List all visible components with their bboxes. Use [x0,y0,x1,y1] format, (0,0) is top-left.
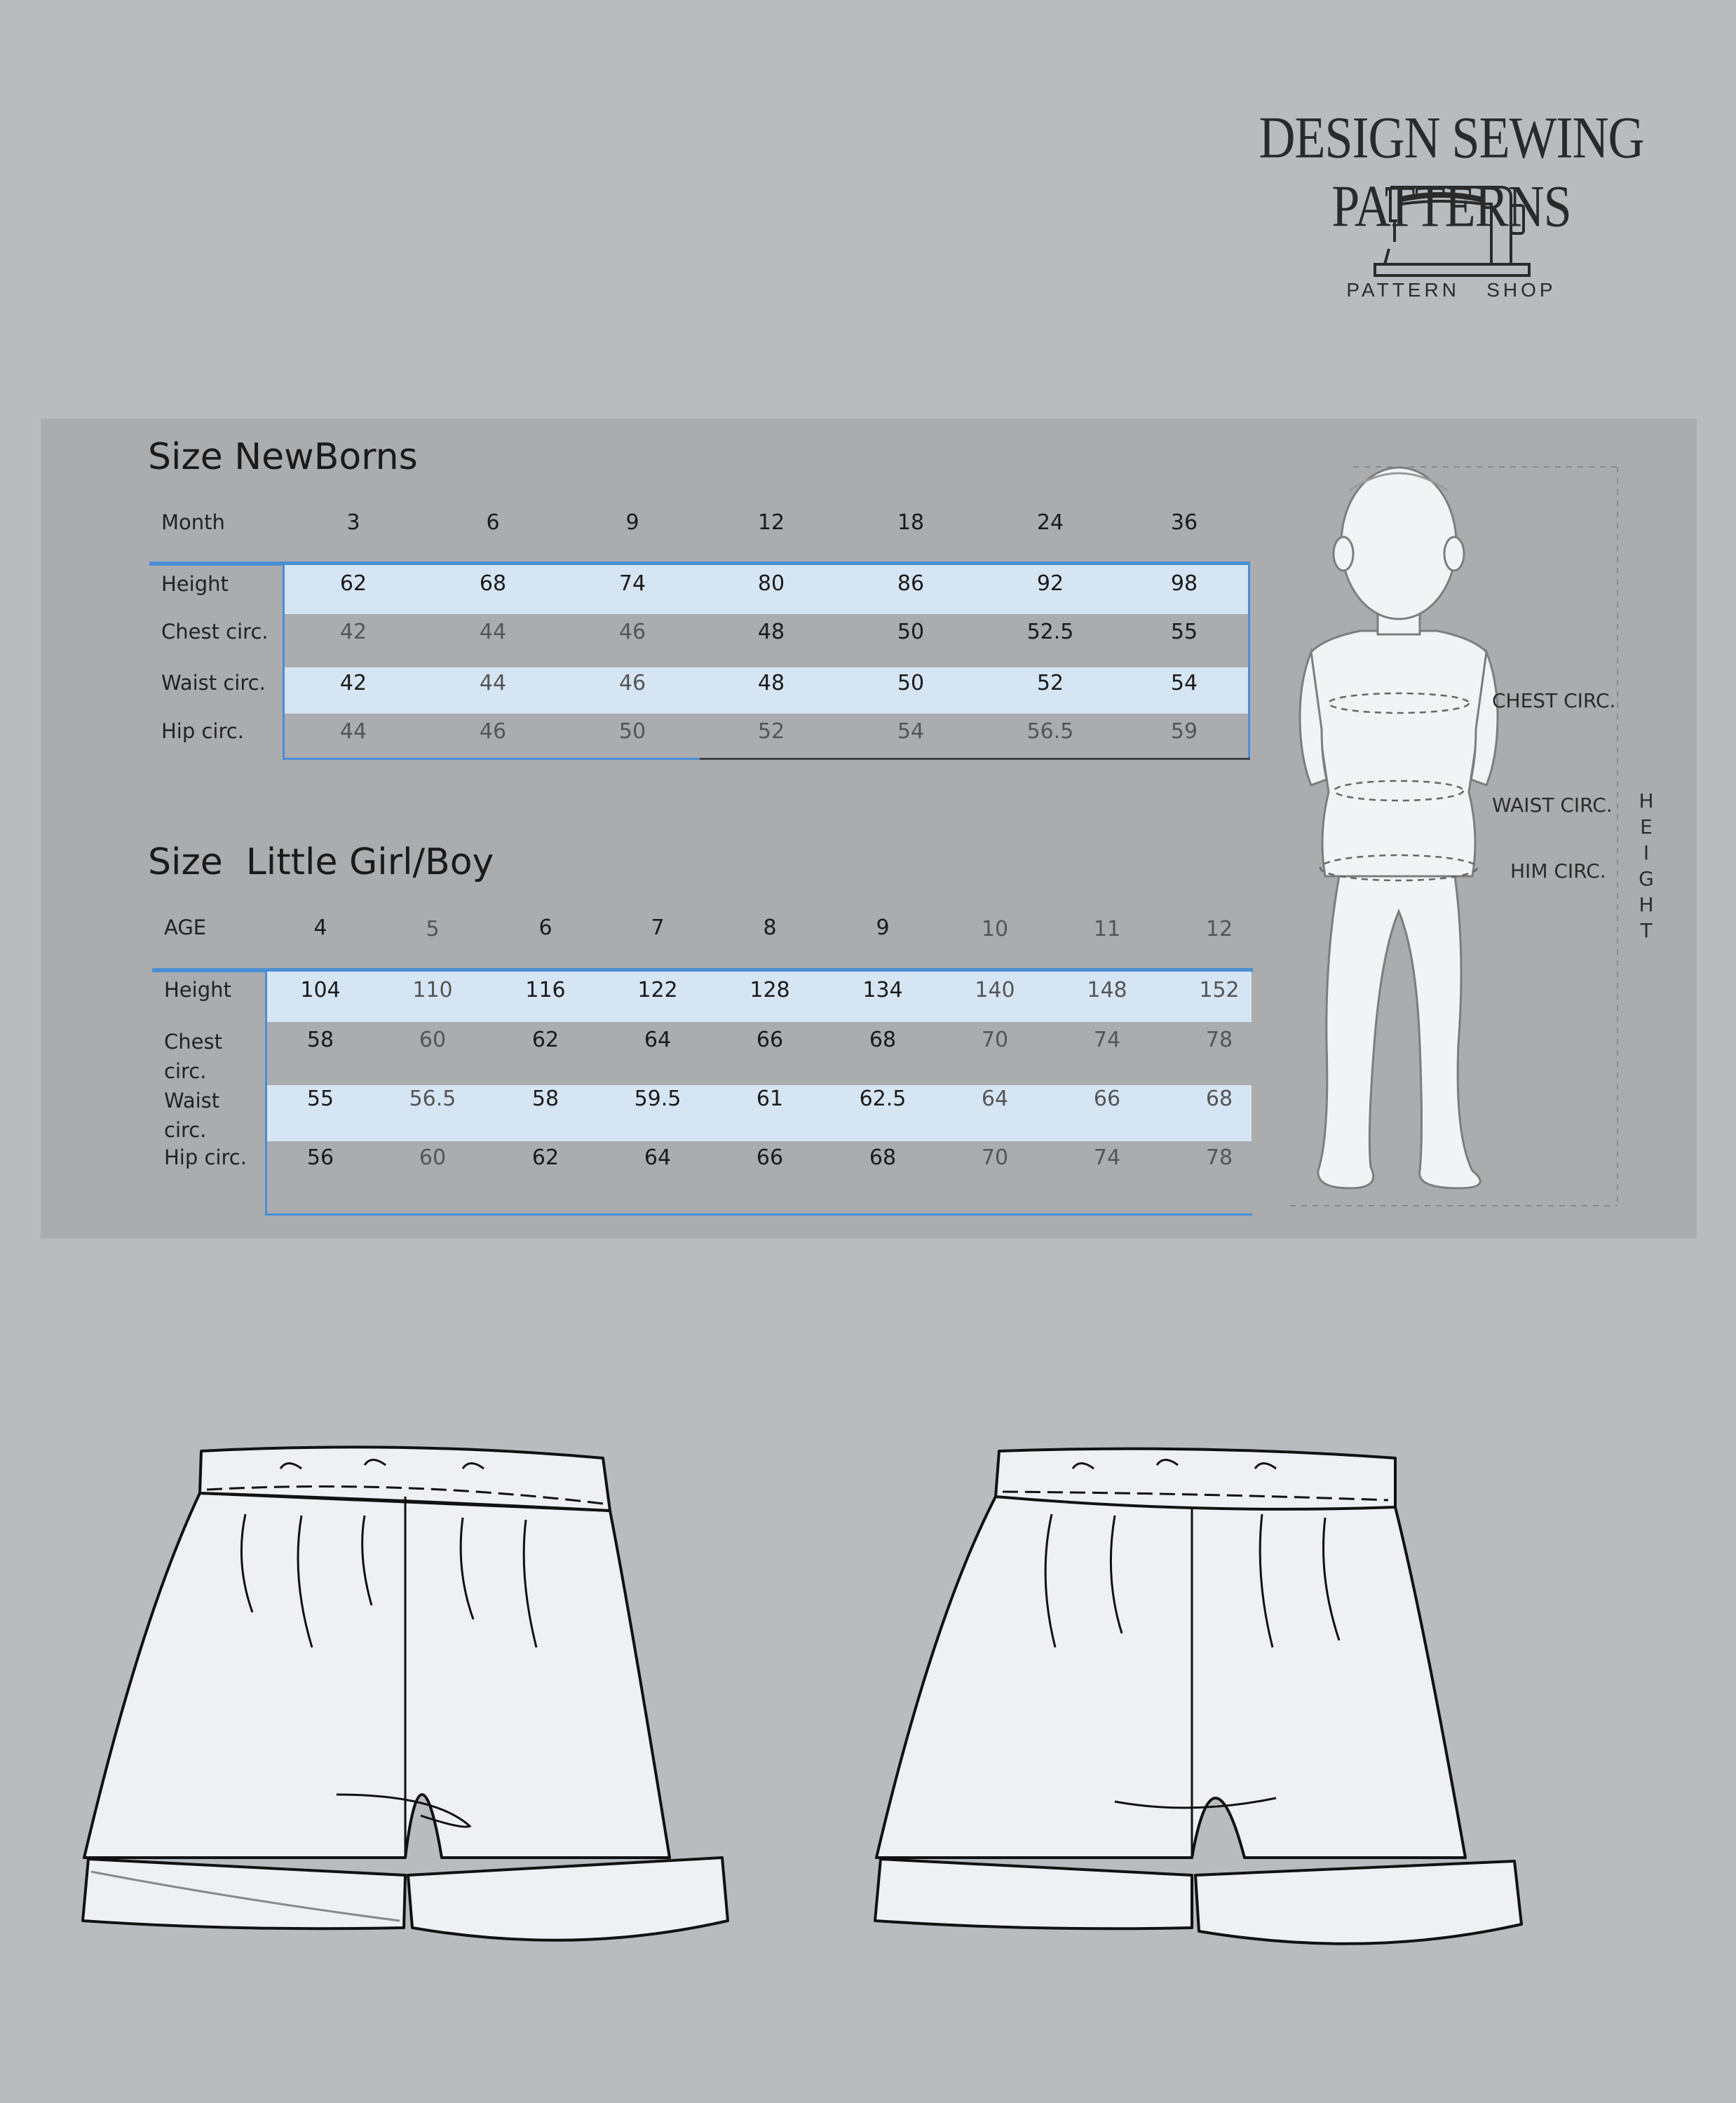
kids-cell: 64 [644,1145,672,1170]
newborns-cell: 52 [757,719,785,744]
brand-subtitle: PATTERN SHOP [1346,279,1557,301]
brand-title: DESIGN SEWING PATTERNS [1259,104,1644,240]
newborns-col: 12 [757,510,785,535]
newborns-col: 3 [346,510,360,535]
kids-cell: 104 [300,978,341,1002]
kids-col: 6 [538,916,552,940]
newborns-col: 36 [1170,510,1198,535]
newborns-cell: 74 [618,571,646,596]
kids-cell: 62.5 [859,1087,907,1111]
kids-cell: 64 [981,1087,1009,1111]
newborns-cell: 50 [618,719,646,744]
kids-cell: 110 [412,978,453,1002]
kids-cell: 56.5 [409,1087,456,1111]
newborns-cell: 52 [1036,671,1064,695]
kids-cell: 140 [975,978,1015,1002]
newborns-cell: 62 [339,571,367,596]
kids-cell: 62 [531,1145,560,1170]
kids-row-label: Waist circ. [164,1089,220,1142]
kids-cell: 68 [869,1028,897,1052]
newborns-cell: 59 [1170,719,1198,744]
newborns-cell: 54 [897,719,925,744]
newborns-row-label: Chest circ. [161,620,269,644]
newborns-cell: 42 [339,620,367,644]
newborns-cell: 44 [479,671,507,695]
newborns-cell: 54 [1170,671,1198,695]
kids-cell: 78 [1205,1028,1233,1052]
kids-col: 11 [1093,917,1121,941]
newborns-col: 9 [625,510,639,535]
newborns-col: 18 [897,510,925,535]
sewing-machine-icon [1371,172,1532,284]
child-measurement-figure [1283,463,1634,1213]
newborns-cell: 55 [1170,620,1198,644]
kids-cell: 78 [1205,1145,1233,1170]
kids-cell: 70 [981,1145,1009,1170]
newborns-cell: 46 [618,620,646,644]
kids-cell: 66 [756,1028,784,1052]
hip-circ-label: HIM CIRC. [1510,859,1606,883]
shorts-back-illustration [862,1437,1535,1984]
kids-row-label: Height [164,978,231,1002]
kids-header-label: AGE [164,916,207,939]
newborns-cell: 56.5 [1026,719,1074,744]
newborns-cell: 86 [897,571,925,596]
height-letter: H [1639,893,1654,916]
newborns-bottom-rule [283,758,700,760]
kids-cell: 64 [644,1028,672,1052]
chest-circ-label: CHEST CIRC. [1492,689,1616,712]
kids-cell: 134 [862,978,903,1002]
kids-col: 8 [763,916,777,940]
kids-cell: 152 [1199,978,1240,1002]
newborns-row-label: Height [161,572,229,596]
newborns-title: Size NewBorns [148,436,418,478]
newborns-cell: 42 [339,671,367,695]
newborns-cell: 46 [618,671,646,695]
kids-col: 12 [1205,917,1233,941]
kids-cell: 68 [869,1145,897,1170]
waist-circ-label: WAIST CIRC. [1492,794,1613,817]
newborns-cell: 98 [1170,571,1198,596]
newborns-row-label: Hip circ. [161,719,244,743]
height-letter: I [1643,841,1650,864]
kids-cell: 66 [756,1145,784,1170]
height-letter: T [1640,919,1653,942]
newborns-cell: 68 [479,571,507,596]
newborns-row-label: Waist circ. [161,671,266,695]
newborns-cell: 50 [897,671,925,695]
newborns-left-rule [283,565,285,760]
kids-col: 9 [876,916,890,940]
newborns-cell: 80 [757,571,785,596]
kids-title: Size Little Girl/Boy [148,841,494,883]
newborns-cell: 44 [339,719,367,744]
kids-col: 4 [313,916,327,940]
kids-cell: 148 [1087,978,1127,1002]
kids-cell: 60 [419,1145,447,1170]
height-letter: H [1639,789,1654,812]
kids-cell: 59.5 [634,1087,681,1111]
kids-cell: 68 [1205,1087,1233,1111]
kids-col: 7 [651,916,665,940]
newborns-cell: 92 [1036,571,1064,596]
newborns-right-rule [1248,565,1250,760]
kids-cell: 56 [306,1145,334,1170]
kids-row-label: Chest circ. [164,1030,222,1083]
kids-cell: 128 [750,978,790,1002]
kids-cell: 61 [756,1087,784,1111]
newborns-cell: 46 [479,719,507,744]
newborns-cell: 48 [757,620,785,644]
kids-col: 10 [981,917,1009,941]
newborns-cell: 48 [757,671,785,695]
kids-cell: 116 [525,978,566,1002]
kids-bottom-rule [265,1213,1252,1216]
kids-cell: 122 [637,978,678,1002]
kids-cell: 62 [531,1028,560,1052]
kids-row-label: Hip circ. [164,1145,247,1169]
newborns-bottom-rule-dark [700,758,1250,760]
newborns-cell: 50 [897,620,925,644]
kids-cell: 74 [1093,1028,1121,1052]
kids-cell: 74 [1093,1145,1121,1170]
kids-col: 5 [426,917,440,941]
newborns-col: 24 [1036,510,1064,535]
kids-cell: 60 [419,1028,447,1052]
newborns-header-label: Month [161,510,225,534]
newborns-cell: 52.5 [1026,620,1074,644]
newborns-cell: 44 [479,620,507,644]
newborns-col: 6 [486,510,500,535]
kids-cell: 66 [1093,1087,1121,1111]
kids-cell: 58 [531,1087,560,1111]
kids-cell: 58 [306,1028,334,1052]
shorts-front-illustration [70,1437,743,1984]
kids-left-rule [265,972,267,1216]
height-letter: E [1640,815,1653,838]
kids-cell: 70 [981,1028,1009,1052]
height-letter: G [1639,867,1654,890]
kids-cell: 55 [306,1087,334,1111]
